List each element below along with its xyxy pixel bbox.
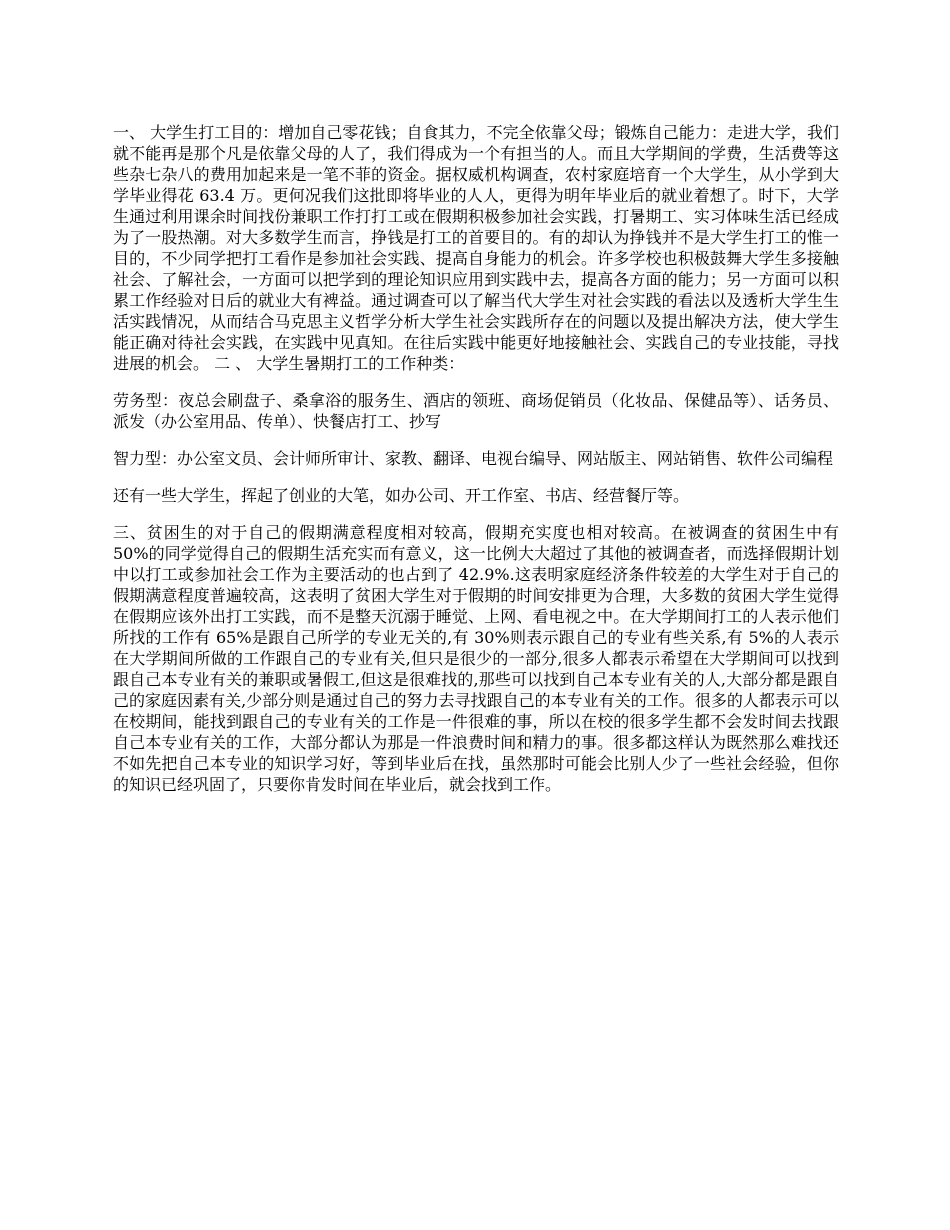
document-body	[113, 122, 839, 811]
paragraph-purpose: 一、 大学生打工目的：增加自己零花钱；自食其力，不完全依靠父母；锻炼自己能力：走进大学，我们就不能再是那个凡是依靠父母的人了，我们得成为一个有担当的人。而且大学期间的学费，生活费等这些杂七杂八的费用加起来是一笔不菲的资金。据权威机构调查，农村家庭培育一个大学生，从小学到大学毕业得花 63.4 万。更何况我们这批即将毕业的人人，更得为明年毕业后的就业着想了。时下，大学生通过利用课余时间找份兼职工作打打工或在假期积极参加社会实践，打暑期工、实习体味生活已经成为了一股热潮。对大多数学生而言，挣钱是打工的首要目的。有的却认为挣钱并不是大学生打工的惟一目的，不少同学把打工看作是参加社会实践、提高自身能力的机会。许多学校也积极鼓舞大学生多接触社会、了解社会，一方面可以把学到的理论知识应用到实践中去，提高各方面的能力；另一方面可以积累工作经验对日后的就业大有裨益。通过调查可以了解当代大学生对社会实践的看法以及透析大学生生活实践情况，从而结合马克思主义哲学分析大学生社会实践所存在的问题以及提出解决方法，使大学生能正确对待社会实践，在实践中见真知。在往后实践中能更好地接触社会、实践自己的专业技能，寻找进展的机会。 二 、 大学生暑期打工的工作种类：	[113, 123, 839, 373]
paragraph-poor-students: 三、贫困生的对于自己的假期满意程度相对较高，假期充实度也相对较高。在被调查的贫困生中有 50%的同学觉得自己的假期生活充实而有意义，这一比例大大超过了其他的被调查者，而选择假期计划中以打工或参加社会工作为主要活动的也占到了 42.9%.这表明家庭经济条件较差的大学生对于自己的假期满意程度普遍较高，这表明了贫困大学生对于假期的时间安排更为合理，大多数的贫困大学生觉得在假期应该外出打工实践，而不是整天沉溺于睡觉、上网、看电视之中。在大学期间打工的人表示他们所找的工作有 65%是跟自己所学的专业无关的,有 30%则表示跟自己的专业有些关系,有 5%的人表示在大学期间所做的工作跟自己的专业有关,但只是很少的一部分,很多人都表示希望在大学期间可以找到跟自己本专业有关的兼职或暑假工,但这是很难找的,那些可以找到自己本专业有关的人,大部分都是跟自己的家庭因素有关,少部分则是通过自己的努力去寻找跟自己的本专业有关的工作。很多的人都表示可以在校期间，能找到跟自己的专业有关的工作是一件很难的事，所以在校的很多学生都不会发时间去找跟自己本专业有关的工作，大部分都认为那是一件浪费时间和精力的事。很多都这样认为既然那么难找还不如先把自己本专业的知识学习好，等到毕业后在找，虽然那时可能会比别人少了一些社会经验，但你的知识已经巩固了，只要你肯发时间在毕业后，就会找到工作。	[113, 523, 839, 794]
paragraph-intellectual-jobs: 智力型：办公室文员、会计师所审计、家教、翻译、电视台编导、网站版主、网站销售、软件公司编程	[113, 449, 834, 468]
paragraph-labor-jobs: 劳务型：夜总会刷盘子、桑拿浴的服务生、酒店的领班、商场促销员（化妆品、保健品等）、话务员、派发（办公室用品、传单）、快餐店打工、抄写	[113, 391, 839, 431]
paragraph-entrepreneurship: 还有一些大学生，挥起了创业的大笔，如办公司、开工作室、书店、经营餐厅等。	[113, 486, 690, 505]
